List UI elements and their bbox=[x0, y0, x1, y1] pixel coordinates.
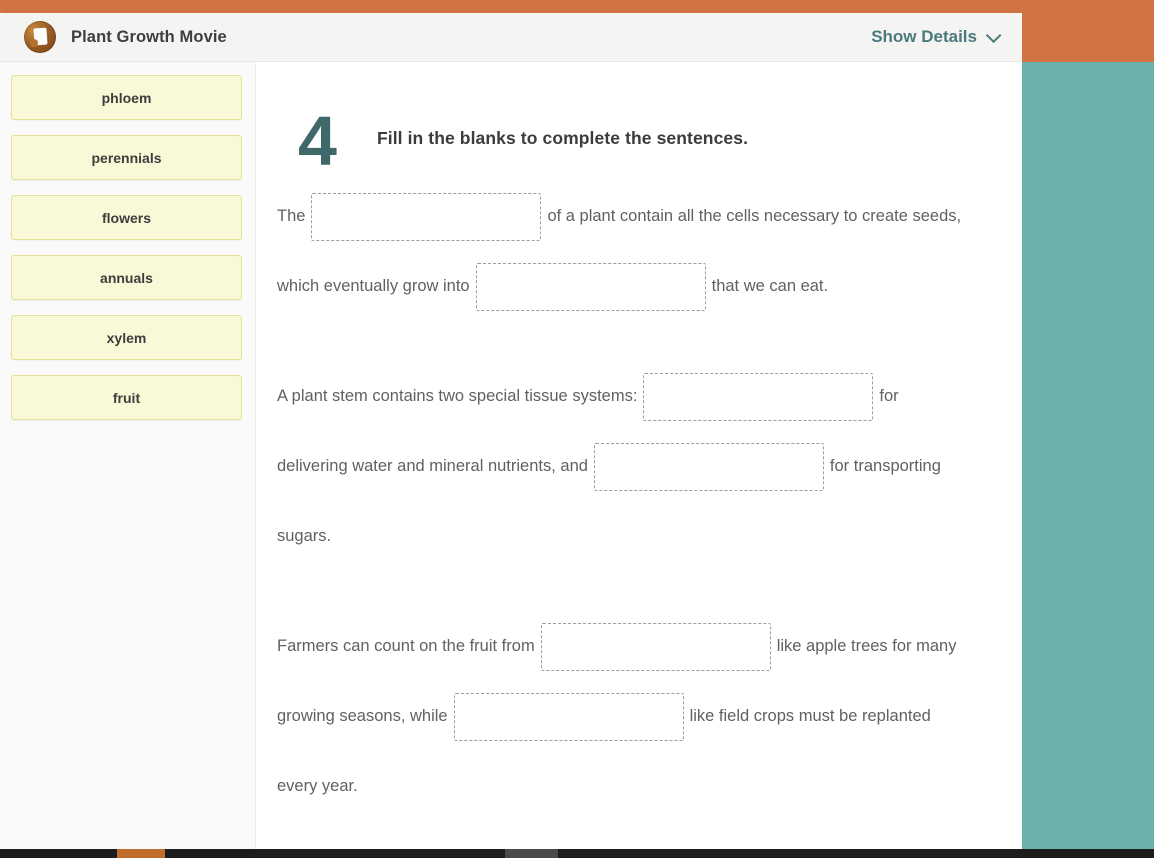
word-bank-item-perennials[interactable]: perennials bbox=[11, 135, 242, 180]
question-area bbox=[256, 62, 1022, 849]
sentence-text: growing seasons, while bbox=[277, 707, 448, 725]
word-bank-item-fruit[interactable]: fruit bbox=[11, 375, 242, 420]
question-number: 4 bbox=[298, 102, 337, 180]
fill-blank-5[interactable] bbox=[541, 623, 771, 671]
quiz-panel bbox=[0, 13, 1022, 849]
sentence-text: like apple trees for many bbox=[776, 637, 957, 655]
sentence-text: delivering water and mineral nutrients, and bbox=[277, 457, 588, 475]
show-details-button[interactable] bbox=[871, 27, 997, 47]
taskbar-app-indicator-orange[interactable] bbox=[117, 849, 165, 858]
word-bank bbox=[0, 62, 256, 849]
system-taskbar[interactable] bbox=[0, 849, 1154, 858]
show-details-label: Show Details bbox=[871, 27, 977, 46]
sentence-text: every year. bbox=[277, 777, 358, 795]
fill-blank-6[interactable] bbox=[454, 693, 684, 741]
background-accent-teal bbox=[1022, 62, 1154, 849]
sentence-text: which eventually grow into bbox=[277, 277, 470, 295]
word-bank-item-annuals[interactable]: annuals bbox=[11, 255, 242, 300]
fill-blank-4[interactable] bbox=[594, 443, 824, 491]
sentence-text: Farmers can count on the fruit from bbox=[277, 637, 535, 655]
question-prompt: Fill in the blanks to complete the sentences. bbox=[376, 128, 749, 148]
sentence-text: sugars. bbox=[277, 527, 332, 545]
sentence-text: of a plant contain all the cells necessary to create seeds, bbox=[547, 207, 962, 225]
sentence-text: The bbox=[277, 207, 306, 225]
sentence-text: for transporting bbox=[829, 457, 941, 475]
sentence-text: A plant stem contains two special tissue systems: bbox=[277, 387, 638, 405]
movie-title: Plant Growth Movie bbox=[71, 27, 227, 46]
word-bank-item-flowers[interactable]: flowers bbox=[11, 195, 242, 240]
word-bank-item-phloem[interactable]: phloem bbox=[11, 75, 242, 120]
fill-blank-1[interactable] bbox=[311, 193, 541, 241]
taskbar-app-indicator-gray[interactable] bbox=[505, 849, 558, 858]
fill-blank-2[interactable] bbox=[476, 263, 706, 311]
fill-blank-3[interactable] bbox=[643, 373, 873, 421]
word-bank-item-xylem[interactable]: xylem bbox=[11, 315, 242, 360]
question-paragraph bbox=[275, 361, 1022, 571]
chevron-down-icon bbox=[986, 27, 1002, 43]
quiz-header bbox=[0, 13, 1022, 62]
sentence-text: that we can eat. bbox=[711, 277, 829, 295]
sentence-text: like field crops must be replanted bbox=[689, 707, 931, 725]
question-paragraph bbox=[275, 611, 1022, 821]
sentence-text: for bbox=[879, 387, 899, 405]
question-paragraphs bbox=[275, 181, 1022, 821]
movie-thumbnail-icon bbox=[24, 21, 56, 53]
question-header-row bbox=[275, 102, 1022, 180]
question-paragraph bbox=[275, 181, 1022, 321]
top-accent-bar bbox=[0, 0, 1154, 13]
quiz-body bbox=[0, 62, 1022, 849]
